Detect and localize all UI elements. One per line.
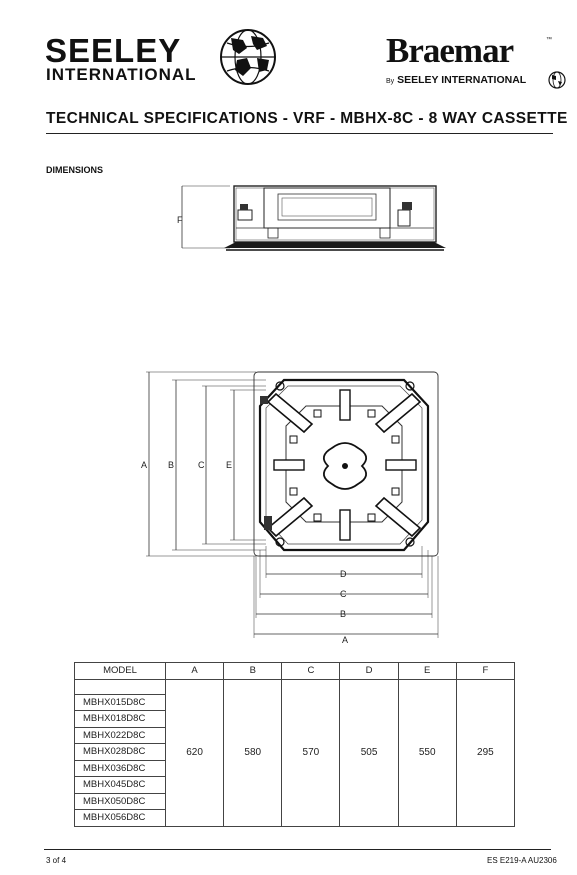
value-a: 620 — [166, 679, 224, 826]
column-header-model: MODEL — [75, 663, 166, 680]
side-dim-label-f: F — [177, 215, 183, 225]
braemar-logo-word: Braemar — [386, 31, 514, 70]
value-c: 570 — [282, 679, 340, 826]
braemar-by-text: By — [386, 78, 395, 85]
braemar-seeley-text: SEELEY INTERNATIONAL — [397, 74, 527, 86]
braemar-logo-subtitle — [386, 75, 526, 86]
side-view-drawing — [170, 180, 450, 260]
seeley-logo-word: SEELEY — [45, 32, 182, 69]
small-globe-icon — [548, 71, 566, 89]
model-cell: MBHX028D8C — [75, 744, 166, 761]
plan-left-label-b: B — [168, 460, 175, 470]
plan-left-label-c: C — [198, 460, 205, 470]
section-heading: DIMENSIONS — [46, 165, 104, 175]
plan-left-label-e: E — [226, 460, 233, 470]
model-cell: MBHX045D8C — [75, 777, 166, 794]
plan-left-label-a: A — [141, 460, 148, 470]
column-header-d: D — [340, 663, 398, 680]
model-cell: MBHX018D8C — [75, 711, 166, 728]
column-header-c: C — [282, 663, 340, 680]
value-f: 295 — [456, 679, 514, 826]
model-cell: MBHX050D8C — [75, 793, 166, 810]
value-b: 580 — [224, 679, 282, 826]
table-header-row — [75, 663, 515, 680]
table-row — [75, 679, 515, 694]
trademark-mark: ™ — [546, 37, 552, 43]
model-cell: MBHX022D8C — [75, 727, 166, 744]
model-cell: MBHX015D8C — [75, 694, 166, 711]
plan-bottom-label-d: D — [340, 569, 347, 579]
page-title: TECHNICAL SPECIFICATIONS - VRF - MBHX-8C - 8 WAY CASSETTE — [46, 110, 568, 127]
model-cell: MBHX056D8C — [75, 810, 166, 827]
plan-bottom-label-c: C — [340, 589, 347, 599]
column-header-f: F — [456, 663, 514, 680]
title-divider — [46, 133, 553, 134]
column-header-a: A — [166, 663, 224, 680]
document-reference: ES E219-A AU2306 — [487, 856, 557, 865]
column-header-e: E — [398, 663, 456, 680]
plan-bottom-label-a: A — [342, 635, 349, 645]
footer-divider — [44, 849, 551, 850]
page-number: 3 of 4 — [46, 856, 67, 865]
dimensions-table — [74, 662, 515, 827]
plan-bottom-label-b: B — [340, 609, 347, 619]
column-header-b: B — [224, 663, 282, 680]
value-d: 505 — [340, 679, 398, 826]
plan-view-drawing — [136, 366, 456, 646]
seeley-logo-subtitle: INTERNATIONAL — [46, 65, 197, 84]
model-cell: MBHX036D8C — [75, 760, 166, 777]
value-e: 550 — [398, 679, 456, 826]
seeley-globe-icon — [217, 28, 279, 86]
